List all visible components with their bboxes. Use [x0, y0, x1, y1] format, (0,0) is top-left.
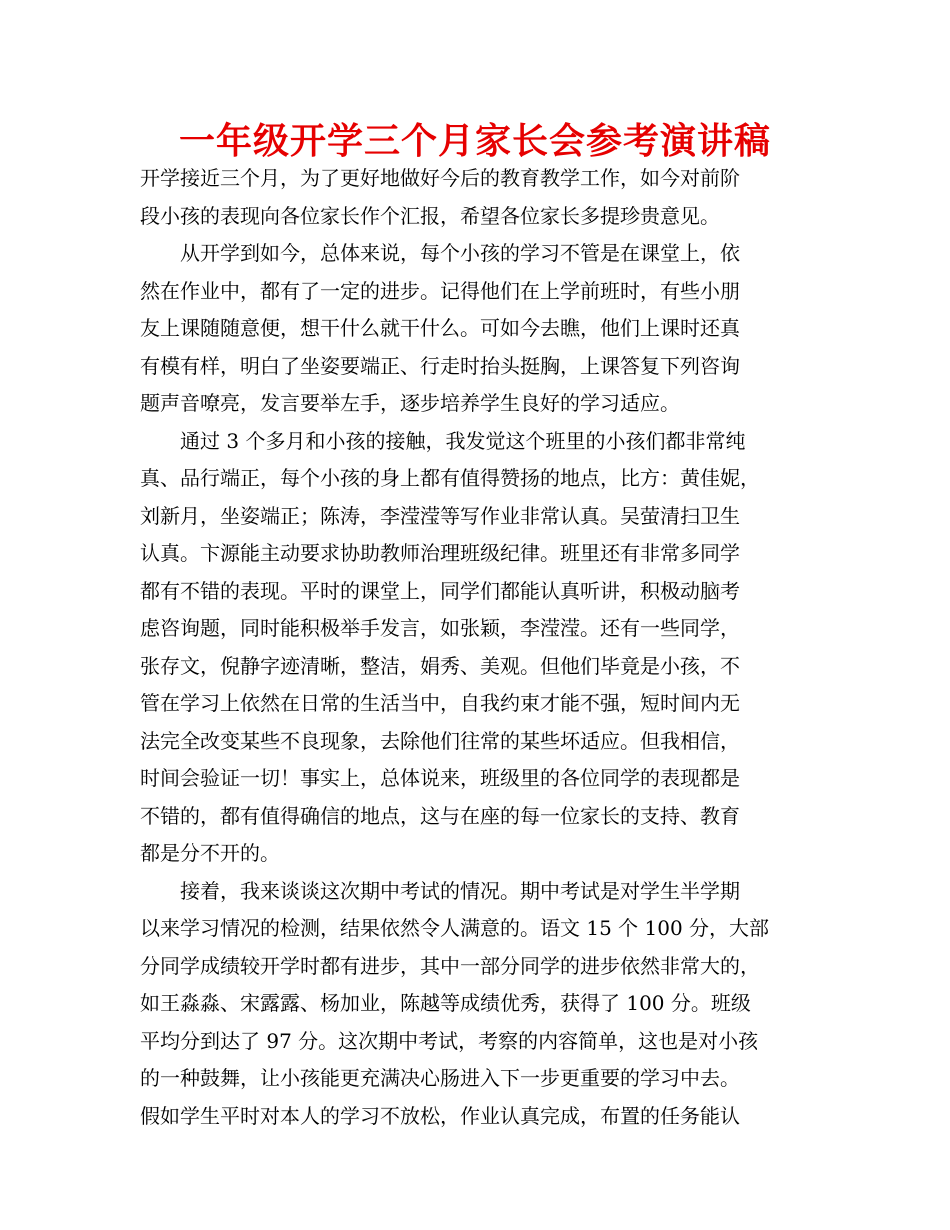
- text-line: 有模有样，明白了坐姿要端正、行走时抬头挺胸，上课答复下列咨询: [140, 353, 740, 378]
- document-title: 一年级开学三个月家长会参考演讲稿: [178, 121, 771, 162]
- text-line: 接着，我来谈谈这次期中考试的情况。期中考试是对学生半学期: [140, 878, 740, 903]
- text-line: 友上课随随意便，想干什么就干什么。可如今去瞧，他们上课时还真: [140, 316, 740, 340]
- text-line: 不错的，都有值得确信的地点，这与在座的每一位家长的支持、教育: [140, 803, 740, 828]
- text-line: 都是分不开的。: [140, 841, 280, 865]
- text-line: 段小孩的表现向各位家长作个汇报，希望各位家长多提珍贵意见。: [140, 203, 720, 228]
- text-line: 通过 3 个多月和小孩的接触，我发觉这个班里的小孩们都非常纯: [140, 428, 746, 453]
- text-line: 都有不错的表现。平时的课堂上，同学们都能认真听讲，积极动脑考: [140, 578, 740, 603]
- text-line: 分同学成绩较开学时都有进步，其中一部分同学的进步依然非常大的，: [140, 953, 760, 978]
- text-line: 开学接近三个月，为了更好地做好今后的教育教学工作，如今对前阶: [140, 166, 740, 190]
- text-line: 管在学习上依然在日常的生活当中，自我约束才能不强，短时间内无: [140, 691, 740, 715]
- text-line: 如王淼淼、宋露露、杨加业，陈越等成绩优秀，获得了 100 分。班级: [140, 991, 751, 1015]
- text-line: 题声音嘹亮，发言要举左手，逐步培养学生良好的学习适应。: [140, 391, 680, 415]
- text-line: 时间会验证一切！事实上，总体说来，班级里的各位同学的表现都是: [140, 766, 740, 790]
- text-line: 从开学到如今，总体来说，每个小孩的学习不管是在课堂上，依: [140, 241, 740, 265]
- text-line: 然在作业中，都有了一定的进步。记得他们在上学前班时，有些小朋: [140, 278, 740, 303]
- text-line: 虑咨询题，同时能积极举手发言，如张颖，李滢滢。还有一些同学，: [140, 616, 740, 640]
- text-line: 的一种鼓舞，让小孩能更充满决心肠进入下一步更重要的学习中去。: [140, 1066, 740, 1090]
- text-line: 刘新月，坐姿端正；陈涛，李滢滢等写作业非常认真。吴萤清扫卫生: [140, 503, 740, 528]
- text-line: 张存文，倪静字迹清晰，整洁，娟秀、美观。但他们毕竟是小孩，不: [140, 653, 740, 678]
- text-line: 法完全改变某些不良现象，去除他们往常的某些坏适应。但我相信，: [140, 728, 740, 753]
- document-body: [140, 160, 820, 1135]
- text-line: 假如学生平时对本人的学习不放松，作业认真完成，布置的任务能认: [140, 1103, 740, 1128]
- text-line: 真、品行端正，每个小孩的身上都有值得赞扬的地点，比方：黄佳妮，: [140, 466, 760, 490]
- text-line: 以来学习情况的检测，结果依然令人满意的。语文 15 个 100 分，大部: [140, 916, 770, 940]
- text-line: 认真。卞源能主动要求协助教师治理班级纪律。班里还有非常多同学: [140, 541, 740, 565]
- text-line: 平均分到达了 97 分。这次期中考试，考察的内容简单，这也是对小孩: [140, 1028, 759, 1053]
